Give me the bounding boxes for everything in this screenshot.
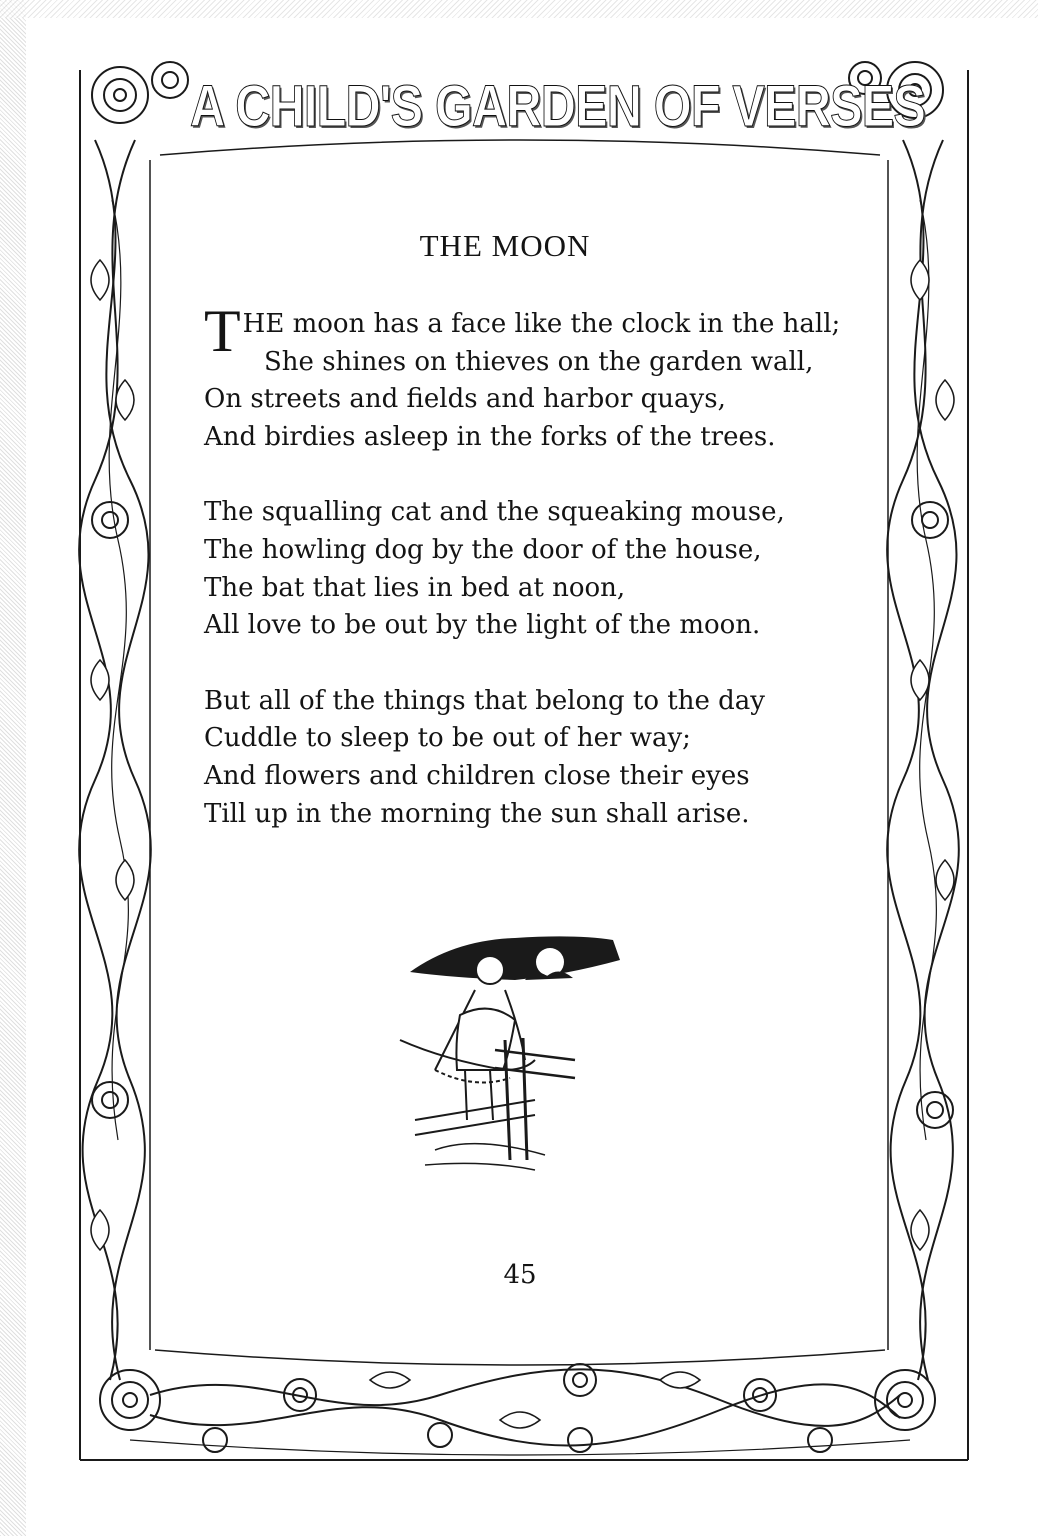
stanza-3 [204, 683, 844, 833]
poem-line: Cuddle to sleep to be out of her way; [204, 723, 691, 754]
stanza-2 [204, 494, 844, 644]
page-number: 45 [503, 1260, 537, 1290]
drop-cap: T [204, 298, 241, 364]
poem-line: All love to be out by the light of the moon. [204, 610, 761, 641]
poem-line: The howling dog by the door of the house, [204, 534, 762, 565]
child-moon-illustration [395, 920, 635, 1180]
poem-line: But all of the things that belong to the day [204, 685, 765, 716]
poem-line: The bat that lies in bed at noon, [204, 572, 626, 603]
poem-body [204, 298, 844, 871]
poem-line: She shines on thieves on the garden wall, [264, 346, 814, 377]
book-title: A CHILD'S GARDEN OF VERSES [190, 74, 926, 139]
poem-line: And birdies asleep in the forks of the trees. [204, 421, 776, 452]
stanza-1 [204, 298, 844, 456]
poem-line: Till up in the morning the sun shall arise. [204, 798, 750, 829]
poem-line: The squalling cat and the squeaking mouse, [204, 497, 785, 528]
poem-title: THE MOON [419, 228, 591, 263]
poem-line: And flowers and children close their eyes [204, 760, 750, 791]
poem-line: On streets and fields and harbor quays, [204, 384, 726, 415]
poem-line: HE moon has a face like the clock in the hall; [242, 309, 841, 339]
